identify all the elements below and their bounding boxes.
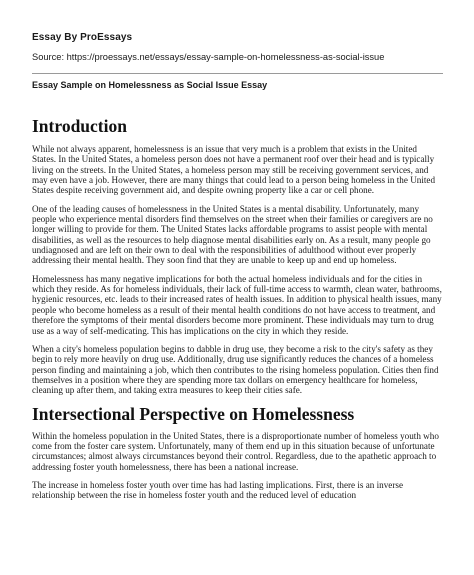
- header-divider: [32, 73, 443, 74]
- section-heading-intersectional: Intersectional Perspective on Homelessness: [32, 403, 355, 424]
- section-heading-introduction: Introduction: [32, 116, 127, 136]
- paragraph: While not always apparent, homelessness is an issue that very much is a problem that exists in the United States. In the United States, a homeless person does not have a permanent roof over their head and is typically living on the streets. In the United States, a homeless person may still be receiving government services, and may even have a job. However, there are many things that could lead to a person being homeless in the United States despite receiving government aid, and despite owning property like a car or cell phone.: [32, 144, 436, 196]
- paragraph: Homelessness has many negative implications for both the actual homeless individuals and for the cities in which they reside. As for homeless individuals, their lack of full-time access to warmth, clean water, bathrooms, hygienic resources, etc. leads to their increased rates of health issues. In addition to physical health issues, many people who become homeless as a result of their mental health conditions do not have access to treatment, and therefore the symptoms of their mental disorders become more prominent. These individuals may turn to drug use as a way of self-medicating. This has implications on the city in which they reside.: [32, 273, 442, 336]
- paragraph: One of the leading causes of homelessness in the United States is a mental disability. Unfortunately, many people who experience mental disorders find themselves on the street when their families or caregivers are no longer willing to provide for them. The United States lacks affordable programs to assist people with mental disabilities, as well as the resources to help diagnose mental disabilities early on. As a result, many people go undiagnosed and are left on their own to deal with the responsibilities of adulthood without ever properly addressing their mental health. They soon find that they are unable to keep up and end up homeless.: [32, 203, 433, 266]
- document-title: Essay Sample on Homelessness as Social Issue Essay: [32, 80, 268, 90]
- brand-title: Essay By ProEssays: [32, 32, 133, 43]
- paragraph: Within the homeless population in the United States, there is a disproportionate number of homeless youth who come from the foster care system. Unfortunately, many of them end up in this situation because of unfortunate circumstances; almost always circumstances beyond their control. Regardless, due to the apathetic approach to addressing foster youth homelessness, there has been a national increase.: [32, 430, 439, 472]
- paragraph: When a city's homeless population begins to dabble in drug use, they become a risk to the city's safety as they begin to rely more heavily on drug use. Additionally, drug use significantly reduces the chances of a homeless person finding and maintaining a job, which then contributes to the rising homeless population. Cities then find themselves in a position where they are spending more tax dollars on emergency healthcare for homeless, cleaning up after them, and taking extra measures to keep their cities safe.: [32, 343, 439, 396]
- source-line: Source: https://proessays.net/essays/essay-sample-on-homelessness-as-social-issue: [32, 52, 385, 62]
- essay-body: [32, 116, 442, 509]
- paragraph: The increase in homeless foster youth over time has had lasting implications. First, there is an inverse relationship between the rise in homeless foster youth and the reduced level of education: [32, 479, 403, 501]
